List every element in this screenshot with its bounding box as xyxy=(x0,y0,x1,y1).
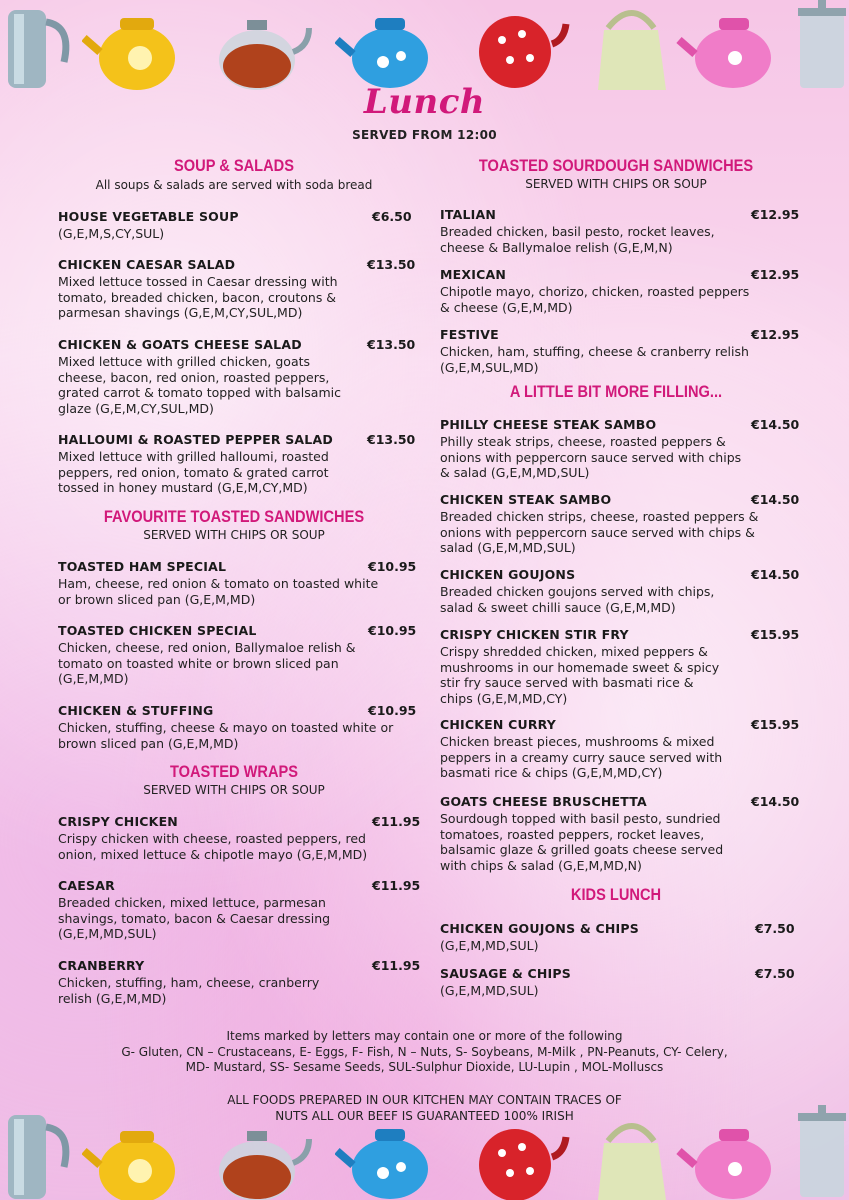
blue-teapot-icon xyxy=(335,0,445,95)
item-name: GOATS CHEESE BRUSCHETTA xyxy=(440,794,647,809)
blue-teapot-icon xyxy=(335,1105,445,1200)
item-name: CHICKEN GOUJONS & CHIPS xyxy=(440,921,639,936)
notice-line: NUTS ALL OUR BEEF IS GUARANTEED 100% IRISH xyxy=(275,1108,574,1123)
menu-item xyxy=(440,267,800,315)
menu-item xyxy=(440,327,800,375)
menu-item xyxy=(58,337,416,416)
item-desc: Sourdough topped with basil pesto, sundried tomatoes, roasted peppers, rocket leaves, balsamic glaze & grilled goats cheese served with chips & salad (G,E,M,MD,N) xyxy=(440,811,724,873)
section-subtitle-favourite: SERVED WITH CHIPS OR SOUP xyxy=(143,528,325,542)
item-name: FESTIVE xyxy=(440,327,499,342)
item-desc: Chipotle mayo, chorizo, chicken, roasted peppers & cheese (G,E,M,MD) xyxy=(440,284,750,315)
section-title-soup: SOUP & SALADS xyxy=(174,156,294,175)
menu-item xyxy=(440,567,800,615)
section-subtitle-soup: All soups & salads are served with soda bread xyxy=(95,178,373,192)
item-name: CRANBERRY xyxy=(58,958,145,973)
item-name: HOUSE VEGETABLE SOUP xyxy=(58,209,239,224)
item-name: TOASTED HAM SPECIAL xyxy=(58,559,227,574)
section-subtitle-wraps: SERVED WITH CHIPS OR SOUP xyxy=(143,783,325,797)
teapot-border-bottom xyxy=(0,1105,849,1200)
item-name: HALLOUMI & ROASTED PEPPER SALAD xyxy=(58,432,333,447)
item-desc: Chicken, stuffing, ham, cheese, cranberry relish (G,E,M,MD) xyxy=(58,975,320,1006)
item-price: €11.95 xyxy=(372,814,421,829)
item-price: €13.50 xyxy=(367,257,416,272)
item-name: CRISPY CHICKEN STIR FRY xyxy=(440,627,629,642)
item-price: €14.50 xyxy=(751,417,800,432)
item-desc: (G,E,M,MD,SUL) xyxy=(440,938,539,953)
allergen-line: Items marked by letters may contain one or more of the following xyxy=(226,1029,623,1043)
glass-teapot-icon xyxy=(205,1105,315,1200)
item-desc: Chicken, stuffing, cheese & mayo on toasted white or brown sliced pan (G,E,M,MD) xyxy=(58,720,394,751)
served-from: SERVED FROM 12:00 xyxy=(352,128,497,142)
item-desc: Chicken, cheese, red onion, Ballymaloe relish & tomato on toasted white or brown sliced pan (G,E,M,MD) xyxy=(58,640,356,686)
item-price: €7.50 xyxy=(755,921,795,936)
item-price: €11.95 xyxy=(372,958,421,973)
section-title-filling: A LITTLE BIT MORE FILLING... xyxy=(509,382,723,401)
item-desc: Chicken, ham, stuffing, cheese & cranberry relish (G,E,M,SUL,MD) xyxy=(440,344,749,375)
item-name: CHICKEN & GOATS CHEESE SALAD xyxy=(58,337,302,352)
item-desc: Mixed lettuce with grilled halloumi, roasted peppers, red onion, tomato & grated carrot tossed in honey mustard (G,E,M,CY,MD) xyxy=(58,449,329,495)
pink-teapot-icon xyxy=(675,0,785,95)
red-teapot-icon xyxy=(460,0,570,95)
french-press-icon xyxy=(778,1105,849,1200)
item-price: €14.50 xyxy=(751,492,800,507)
item-price: €12.95 xyxy=(751,327,800,342)
menu-item xyxy=(58,257,416,321)
item-name: PHILLY CHEESE STEAK SAMBO xyxy=(440,417,657,432)
yellow-teapot-icon xyxy=(82,1105,192,1200)
item-price: €6.50 xyxy=(372,209,412,224)
menu-item xyxy=(58,703,417,751)
red-teapot-icon xyxy=(460,1105,570,1200)
item-price: €10.95 xyxy=(368,559,417,574)
notice-line: ALL FOODS PREPARED IN OUR KITCHEN MAY CONTAIN TRACES OF xyxy=(227,1093,622,1107)
item-desc: Mixed lettuce with grilled chicken, goats cheese, bacon, red onion, roasted peppers, grated carrot & tomato topped with balsamic glaze (G,E,M,CY,SUL,MD) xyxy=(58,354,341,416)
teapot-border-top xyxy=(0,0,849,95)
menu-item xyxy=(58,559,417,607)
item-name: TOASTED CHICKEN SPECIAL xyxy=(58,623,257,638)
item-name: CHICKEN STEAK SAMBO xyxy=(440,492,612,507)
item-desc: Chicken breast pieces, mushrooms & mixed peppers in a creamy curry sauce served with basmati rice & chips (G,E,M,MD,CY) xyxy=(440,734,723,780)
item-name: CHICKEN CURRY xyxy=(440,717,557,732)
item-name: ITALIAN xyxy=(440,207,497,222)
menu-item xyxy=(58,958,421,1006)
item-desc: Breaded chicken strips, cheese, roasted peppers & onions with peppercorn sauce served with chips & salad (G,E,M,MD,SUL) xyxy=(440,509,759,555)
section-title-sourdough: TOASTED SOURDOUGH SANDWICHES xyxy=(478,156,754,175)
menu-item xyxy=(58,209,413,242)
allergen-line: MD- Mustard, SS- Sesame Seeds, SUL-Sulphur Dioxide, LU-Lupin , MOL-Molluscs xyxy=(185,1060,664,1074)
item-price: €14.50 xyxy=(751,567,800,582)
item-desc: Breaded chicken, mixed lettuce, parmesan shavings, tomato, bacon & Caesar dressing (G,E,M,MD,SUL) xyxy=(58,895,331,941)
menu-item xyxy=(440,966,795,999)
menu-item xyxy=(440,627,800,706)
item-price: €12.95 xyxy=(751,267,800,282)
menu-item xyxy=(440,794,800,873)
item-name: CHICKEN GOUJONS xyxy=(440,567,576,582)
item-desc: Mixed lettuce tossed in Caesar dressing with tomato, breaded chicken, bacon, croutons & parmesan shavings (G,E,M,CY,SUL,MD) xyxy=(58,274,338,320)
yellow-teapot-icon xyxy=(82,0,192,95)
item-price: €10.95 xyxy=(368,703,417,718)
item-name: CRISPY CHICKEN xyxy=(58,814,178,829)
item-desc: Crispy chicken with cheese, roasted peppers, red onion, mixed lettuce & chipotle mayo (G,E,M,MD) xyxy=(58,831,368,862)
item-price: €15.95 xyxy=(751,717,800,732)
menu-item xyxy=(440,207,800,255)
kettle-icon xyxy=(578,0,688,95)
menu-item xyxy=(440,417,800,481)
item-price: €13.50 xyxy=(367,432,416,447)
menu-item xyxy=(58,623,417,687)
item-desc: Breaded chicken goujons served with chips, salad & sweet chilli sauce (G,E,M,MD) xyxy=(440,584,715,615)
item-name: CAESAR xyxy=(58,878,115,893)
menu-item xyxy=(440,717,800,781)
item-price: €13.50 xyxy=(367,337,416,352)
section-subtitle-sourdough: SERVED WITH CHIPS OR SOUP xyxy=(525,177,707,191)
section-title-kids: KIDS LUNCH xyxy=(570,885,662,904)
item-desc: Breaded chicken, basil pesto, rocket leaves, cheese & Ballymaloe relish (G,E,M,N) xyxy=(440,224,715,255)
item-desc: (G,E,M,S,CY,SUL) xyxy=(58,226,165,241)
menu-title: Lunch xyxy=(363,82,486,122)
item-price: €12.95 xyxy=(751,207,800,222)
allergen-line: G- Gluten, CN – Crustaceans, E- Eggs, F- Fish, N – Nuts, S- Soybeans, M-Milk , PN-Peanuts, CY- Celery, xyxy=(121,1044,728,1059)
item-desc: (G,E,M,MD,SUL) xyxy=(440,983,539,998)
item-name: SAUSAGE & CHIPS xyxy=(440,966,571,981)
item-name: CHICKEN & STUFFING xyxy=(58,703,214,718)
item-name: MEXICAN xyxy=(440,267,506,282)
item-desc: Philly steak strips, cheese, roasted peppers & onions with peppercorn sauce served with chips & salad (G,E,M,MD,SUL) xyxy=(440,434,742,480)
item-desc: Ham, cheese, red onion & tomato on toasted white or brown sliced pan (G,E,M,MD) xyxy=(58,576,379,607)
pink-teapot-icon xyxy=(675,1105,785,1200)
item-price: €7.50 xyxy=(755,966,795,981)
allergen-info xyxy=(0,1029,849,1076)
french-press-icon xyxy=(778,0,849,95)
item-name: CHICKEN CAESAR SALAD xyxy=(58,257,236,272)
item-desc: Crispy shredded chicken, mixed peppers & mushrooms in our homemade sweet & spicy stir fry sauce served with basmati rice & chips (G,E,M,MD,CY) xyxy=(440,644,720,706)
menu-item xyxy=(58,432,416,496)
menu-item xyxy=(58,878,421,942)
kettle-icon xyxy=(578,1105,688,1200)
section-title-favourite: FAVOURITE TOASTED SANDWICHES xyxy=(103,507,365,526)
menu-item xyxy=(58,814,421,862)
section-title-wraps: TOASTED WRAPS xyxy=(169,762,299,781)
item-price: €11.95 xyxy=(372,878,421,893)
glass-teapot-icon xyxy=(205,0,315,95)
menu-item xyxy=(440,492,800,556)
item-price: €10.95 xyxy=(368,623,417,638)
item-price: €14.50 xyxy=(751,794,800,809)
menu-item xyxy=(440,921,795,954)
item-price: €15.95 xyxy=(751,627,800,642)
